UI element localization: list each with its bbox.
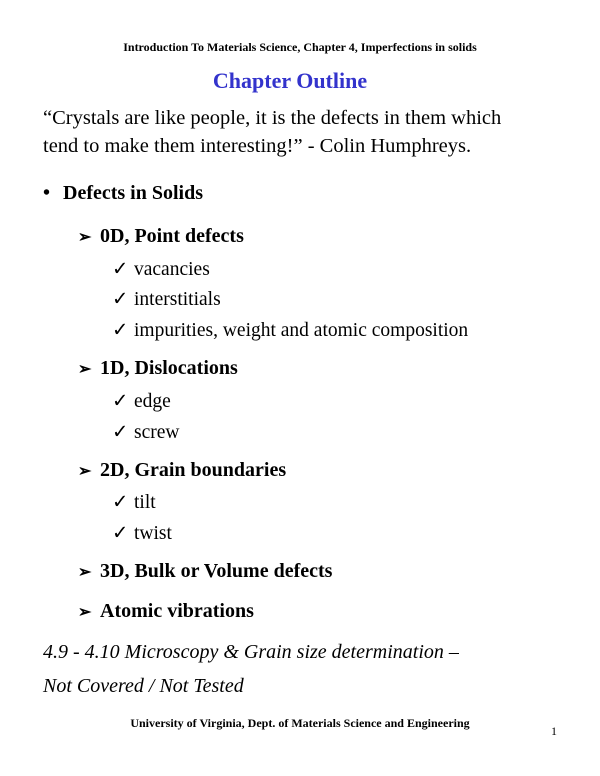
item-label: vacancies	[134, 259, 210, 280]
list-item	[112, 257, 210, 281]
item-label: interstitials	[134, 289, 221, 310]
bullet-defects-in-solids	[43, 182, 203, 205]
list-item	[112, 521, 172, 545]
list-item	[112, 318, 468, 342]
item-label: edge	[134, 391, 171, 412]
item-label: tilt	[134, 492, 156, 513]
sub-label: 2D, Grain boundaries	[100, 459, 287, 481]
list-item	[112, 287, 221, 311]
list-item	[112, 420, 179, 444]
arrow-icon: ➢	[78, 604, 92, 621]
arrow-icon: ➢	[78, 229, 92, 246]
check-icon: ✓	[112, 259, 129, 280]
note-line-1: 4.9 - 4.10 Microscopy & Grain size determination –	[43, 641, 459, 663]
check-icon: ✓	[112, 492, 129, 513]
check-icon: ✓	[112, 422, 129, 443]
check-icon: ✓	[112, 320, 129, 341]
page-number: 1	[551, 724, 557, 738]
arrow-icon: ➢	[78, 564, 92, 581]
quote-line-2: tend to make them interesting!” - Colin Humphreys.	[43, 135, 472, 157]
arrow-icon: ➢	[78, 361, 92, 378]
check-icon: ✓	[112, 523, 129, 544]
item-label: twist	[134, 523, 172, 544]
bullet-label: Defects in Solids	[63, 182, 203, 204]
sub-label: Atomic vibrations	[100, 600, 254, 622]
list-item	[112, 490, 156, 514]
page-header: Introduction To Materials Science, Chapter 4, Imperfections in solids	[123, 40, 477, 54]
check-icon: ✓	[112, 391, 129, 412]
sub-1d-dislocations	[78, 357, 238, 380]
page-title: Chapter Outline	[212, 68, 368, 93]
sub-label: 0D, Point defects	[100, 225, 244, 247]
item-label: screw	[134, 422, 180, 443]
sub-2d-grain-boundaries	[78, 459, 286, 482]
sub-0d-point-defects	[78, 225, 244, 248]
quote	[43, 104, 573, 160]
quote-line-1: “Crystals are like people, it is the defects in them which	[43, 107, 502, 129]
arrow-icon: ➢	[78, 463, 92, 480]
sub-label: 3D, Bulk or Volume defects	[100, 560, 333, 582]
check-icon: ✓	[112, 289, 129, 310]
note-line-2: Not Covered / Not Tested	[43, 675, 244, 697]
sub-3d-bulk-defects	[78, 560, 332, 583]
sub-label: 1D, Dislocations	[100, 357, 238, 379]
page-footer: University of Virginia, Dept. of Materials Science and Engineering	[130, 716, 470, 730]
item-label: impurities, weight and atomic composition	[134, 320, 469, 341]
sub-atomic-vibrations	[78, 600, 254, 623]
list-item	[112, 389, 171, 413]
bullet-dot: •	[43, 182, 51, 204]
